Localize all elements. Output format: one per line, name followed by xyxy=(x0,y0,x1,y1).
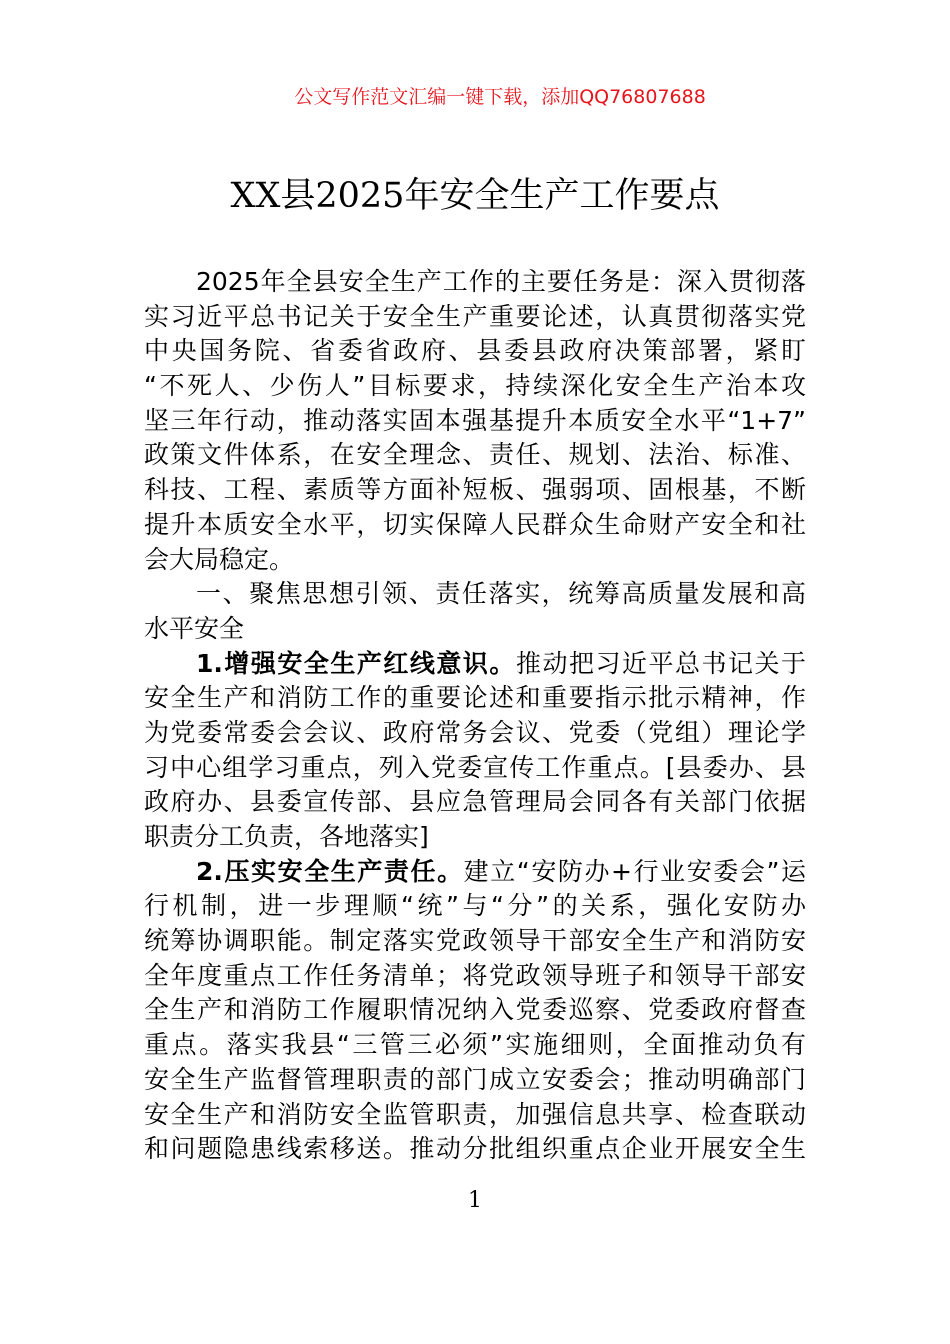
text-line: 习中心组学习重点，列入党委宣传工作重点。[县委办、县 xyxy=(144,752,806,782)
section-heading: 一、聚焦思想引领、责任落实，统筹高质量发展和高 xyxy=(196,579,806,609)
text-line: 职责分工负责，各地落实] xyxy=(144,822,429,851)
item-heading: 1.增强安全生产红线意识。 xyxy=(196,648,516,678)
document-title: XX县2025年安全生产工作要点 xyxy=(230,176,720,216)
text-span: 建立“安防办+行业安委会”运 xyxy=(463,856,806,886)
text-line: 坚三年行动，推动落实固本强基提升本质安全水平“1+7” xyxy=(144,405,806,435)
download-banner: 公文写作范文汇编一键下载，添加QQ76807688 xyxy=(294,86,706,108)
text-span: 推动把习近平总书记关于 xyxy=(515,648,806,678)
text-line xyxy=(144,647,806,682)
text-line: 统筹协调职能。制定落实党政领导干部安全生产和消防安 xyxy=(144,926,806,956)
text-line: 政府办、县委宣传部、县应急管理局会同各有关部门依据 xyxy=(144,787,806,817)
document-body xyxy=(144,265,806,1167)
text-line: 安全生产和消防安全监管职责，加强信息共享、检查联动 xyxy=(144,1099,806,1129)
text-line: 安全生产监督管理职责的部门成立安委会；推动明确部门 xyxy=(144,1064,806,1094)
text-line: 提升本质安全水平，切实保障人民群众生命财产安全和社 xyxy=(144,509,806,539)
text-line: 实习近平总书记关于安全生产重要论述，认真贯彻落实党 xyxy=(144,301,806,331)
text-line: 全年度重点工作任务清单；将党政领导班子和领导干部安 xyxy=(144,960,806,990)
text-line: 政策文件体系，在安全理念、责任、规划、法治、标准、 xyxy=(144,440,806,470)
text-line: 科技、工程、素质等方面补短板、强弱项、固根基，不断 xyxy=(144,475,806,505)
item-heading: 2.压实安全生产责任。 xyxy=(196,856,464,886)
text-line: “不死人、少伤人”目标要求，持续深化安全生产治本攻 xyxy=(144,371,806,401)
text-line xyxy=(144,855,806,890)
text-line: 全生产和消防工作履职情况纳入党委巡察、党委政府督查 xyxy=(144,995,806,1025)
text-line: 为党委常委会会议、政府常务会议、党委（党组）理论学 xyxy=(144,717,806,747)
section-heading: 水平安全 xyxy=(144,613,245,643)
text-line: 行机制，进一步理顺“统”与“分”的关系，强化安防办 xyxy=(144,891,806,921)
text-line: 和问题隐患线索移送。推动分批组织重点企业开展安全生 xyxy=(144,1134,806,1164)
text-line: 中央国务院、省委省政府、县委县政府决策部署，紧盯 xyxy=(144,336,806,366)
text-line: 2025年全县安全生产工作的主要任务是：深入贯彻落 xyxy=(196,267,806,296)
text-line: 安全生产和消防工作的重要论述和重要指示批示精神，作 xyxy=(144,683,806,713)
text-line: 重点。落实我县“三管三必须”实施细则，全面推动负有 xyxy=(144,1030,806,1060)
page-number: 1 xyxy=(468,1188,482,1213)
text-line: 会大局稳定。 xyxy=(144,544,295,574)
